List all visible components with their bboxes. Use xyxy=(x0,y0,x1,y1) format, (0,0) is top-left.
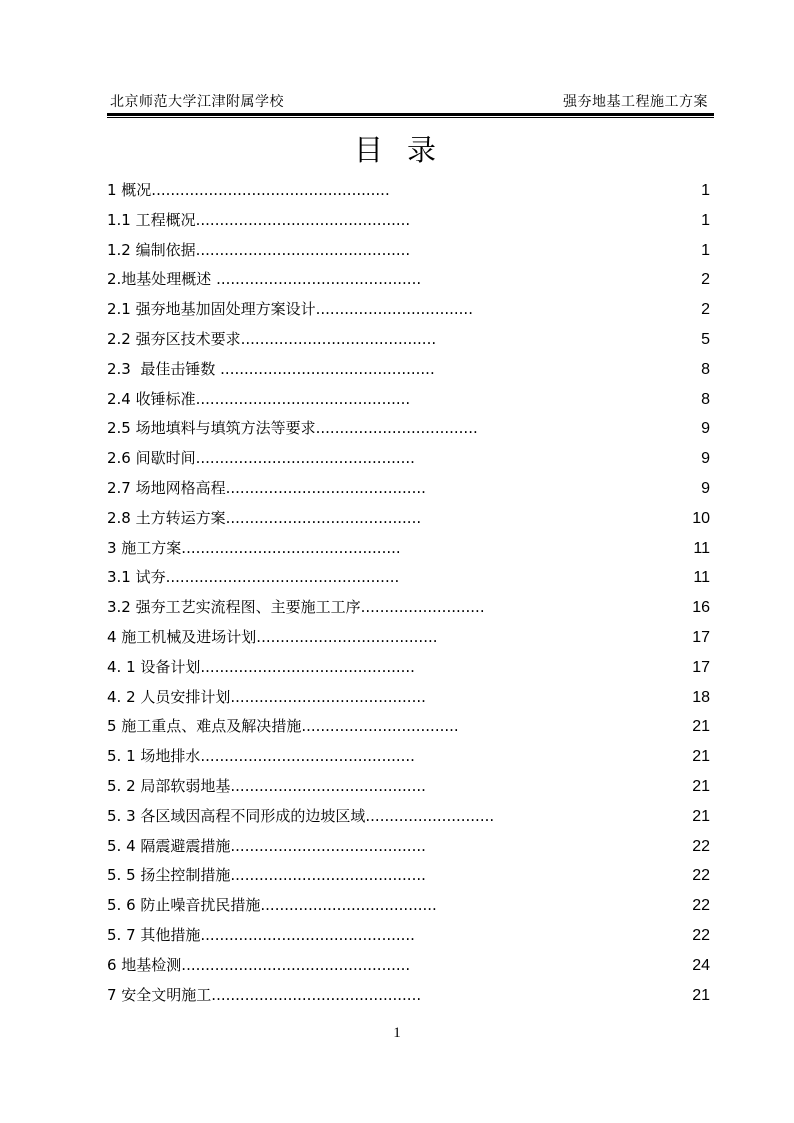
toc-entry-page: 24 xyxy=(692,956,710,974)
toc-entry-page: 5 xyxy=(701,330,710,348)
toc-entry-page: 21 xyxy=(692,807,710,825)
toc-entry-title: 4. 1 设备计划............................................. xyxy=(107,657,415,676)
toc-entry[interactable] xyxy=(107,236,714,266)
toc-entry[interactable] xyxy=(107,504,714,534)
toc-entry-page: 9 xyxy=(701,420,710,438)
toc-entry-page: 21 xyxy=(692,718,710,736)
toc-entry-title: 5 施工重点、难点及解决措施................................. xyxy=(107,717,459,736)
toc-entry-title: 2.5 场地填料与填筑方法等要求.................................. xyxy=(107,419,478,438)
toc-entry-title: 5. 4 隔震避震措施......................................... xyxy=(107,836,426,855)
toc-entry-page: 11 xyxy=(693,539,710,557)
toc-entry[interactable] xyxy=(107,832,714,862)
toc-entry-page: 8 xyxy=(701,390,710,408)
toc-entry-page: 8 xyxy=(701,360,710,378)
toc-entry-page: 22 xyxy=(692,837,710,855)
toc-entry-title: 4 施工机械及进场计划...................................... xyxy=(107,627,438,646)
toc-entry-title: 3 施工方案.............................................. xyxy=(107,538,401,557)
toc-entry-page: 22 xyxy=(692,897,710,915)
toc-entry-page: 9 xyxy=(701,479,710,497)
toc-entry-title: 3.1 试夯................................................. xyxy=(107,568,400,587)
table-of-contents xyxy=(107,176,714,1010)
page-number: 1 xyxy=(393,1025,401,1041)
toc-entry[interactable] xyxy=(107,176,714,206)
toc-entry-page: 9 xyxy=(701,450,710,468)
toc-entry[interactable] xyxy=(107,563,714,593)
toc-entry-title: 2.1 强夯地基加固处理方案设计................................. xyxy=(107,300,473,319)
toc-entry-title: 5. 3 各区域因高程不同形成的边坡区域........................... xyxy=(107,806,495,825)
toc-entry-title: 5. 7 其他措施............................................. xyxy=(107,925,415,944)
toc-entry-page: 1 xyxy=(701,211,710,229)
toc-entry[interactable] xyxy=(107,534,714,564)
toc-entry[interactable] xyxy=(107,593,714,623)
header-rule-thick xyxy=(107,113,714,116)
toc-entry[interactable] xyxy=(107,951,714,981)
toc-entry-page: 21 xyxy=(692,986,710,1004)
toc-entry-title: 2.4 收锤标准............................................. xyxy=(107,389,411,408)
toc-entry-page: 17 xyxy=(692,658,710,676)
toc-entry[interactable] xyxy=(107,742,714,772)
toc-entry[interactable] xyxy=(107,653,714,683)
toc-entry-page: 21 xyxy=(692,748,710,766)
toc-entry[interactable] xyxy=(107,683,714,713)
toc-entry-page: 1 xyxy=(701,182,710,199)
toc-entry-title: 5. 1 场地排水............................................. xyxy=(107,747,415,766)
toc-entry-page: 2 xyxy=(701,271,710,289)
toc-entry-page: 2 xyxy=(701,301,710,319)
toc-entry-title: 2.2 强夯区技术要求......................................... xyxy=(107,329,437,348)
toc-entry-page: 1 xyxy=(701,241,710,259)
toc-entry[interactable] xyxy=(107,981,714,1011)
toc-entry[interactable] xyxy=(107,712,714,742)
toc-entry-title: 5. 5 扬尘控制措施......................................... xyxy=(107,866,426,885)
toc-entry-page: 18 xyxy=(692,688,710,706)
toc-entry[interactable] xyxy=(107,623,714,653)
toc-entry-title: 2.3 最佳击锤数 ............................................. xyxy=(107,359,435,378)
toc-entry[interactable] xyxy=(107,802,714,832)
toc-entry-page: 11 xyxy=(693,569,710,587)
toc-entry-title: 2.地基处理概述 ........................................... xyxy=(107,270,422,289)
toc-entry[interactable] xyxy=(107,772,714,802)
toc-entry[interactable] xyxy=(107,385,714,415)
toc-entry-title: 5. 2 局部软弱地基......................................... xyxy=(107,776,426,795)
toc-entry[interactable] xyxy=(107,891,714,921)
toc-entry[interactable] xyxy=(107,295,714,325)
toc-entry[interactable] xyxy=(107,265,714,295)
toc-entry[interactable] xyxy=(107,474,714,504)
page-title: 目录 xyxy=(353,133,460,167)
toc-entry[interactable] xyxy=(107,206,714,236)
toc-entry-title: 2.7 场地网格高程.......................................... xyxy=(107,478,426,497)
header-rule-thin xyxy=(107,117,714,118)
toc-entry-page: 17 xyxy=(692,628,710,646)
toc-entry[interactable] xyxy=(107,325,714,355)
header-document-title: 强夯地基工程施工方案 xyxy=(563,94,708,110)
toc-entry-title: 1 概况.................................................. xyxy=(107,181,390,199)
toc-entry-title: 3.2 强夯工艺实流程图、主要施工工序.......................... xyxy=(107,598,485,617)
toc-entry-title: 6 地基检测................................................ xyxy=(107,955,411,974)
toc-entry[interactable] xyxy=(107,355,714,385)
toc-entry-page: 10 xyxy=(692,509,710,527)
toc-entry[interactable] xyxy=(107,444,714,474)
toc-entry-title: 1.1 工程概况............................................. xyxy=(107,210,411,229)
toc-entry-page: 21 xyxy=(692,777,710,795)
toc-entry-page: 16 xyxy=(692,599,710,617)
toc-entry-title: 1.2 编制依据............................................. xyxy=(107,240,411,259)
page-header xyxy=(107,89,714,113)
toc-entry-title: 5. 6 防止噪音扰民措施..................................... xyxy=(107,896,437,915)
toc-entry[interactable] xyxy=(107,414,714,444)
toc-entry-title: 4. 2 人员安排计划......................................... xyxy=(107,687,426,706)
header-school-name: 北京师范大学江津附属学校 xyxy=(110,94,284,110)
toc-entry-title: 2.8 土方转运方案......................................... xyxy=(107,508,422,527)
toc-entry[interactable] xyxy=(107,921,714,951)
toc-entry[interactable] xyxy=(107,861,714,891)
toc-entry-page: 22 xyxy=(692,867,710,885)
toc-entry-page: 22 xyxy=(692,926,710,944)
toc-entry-title: 7 安全文明施工............................................ xyxy=(107,985,422,1004)
toc-entry-title: 2.6 间歇时间.............................................. xyxy=(107,449,415,468)
